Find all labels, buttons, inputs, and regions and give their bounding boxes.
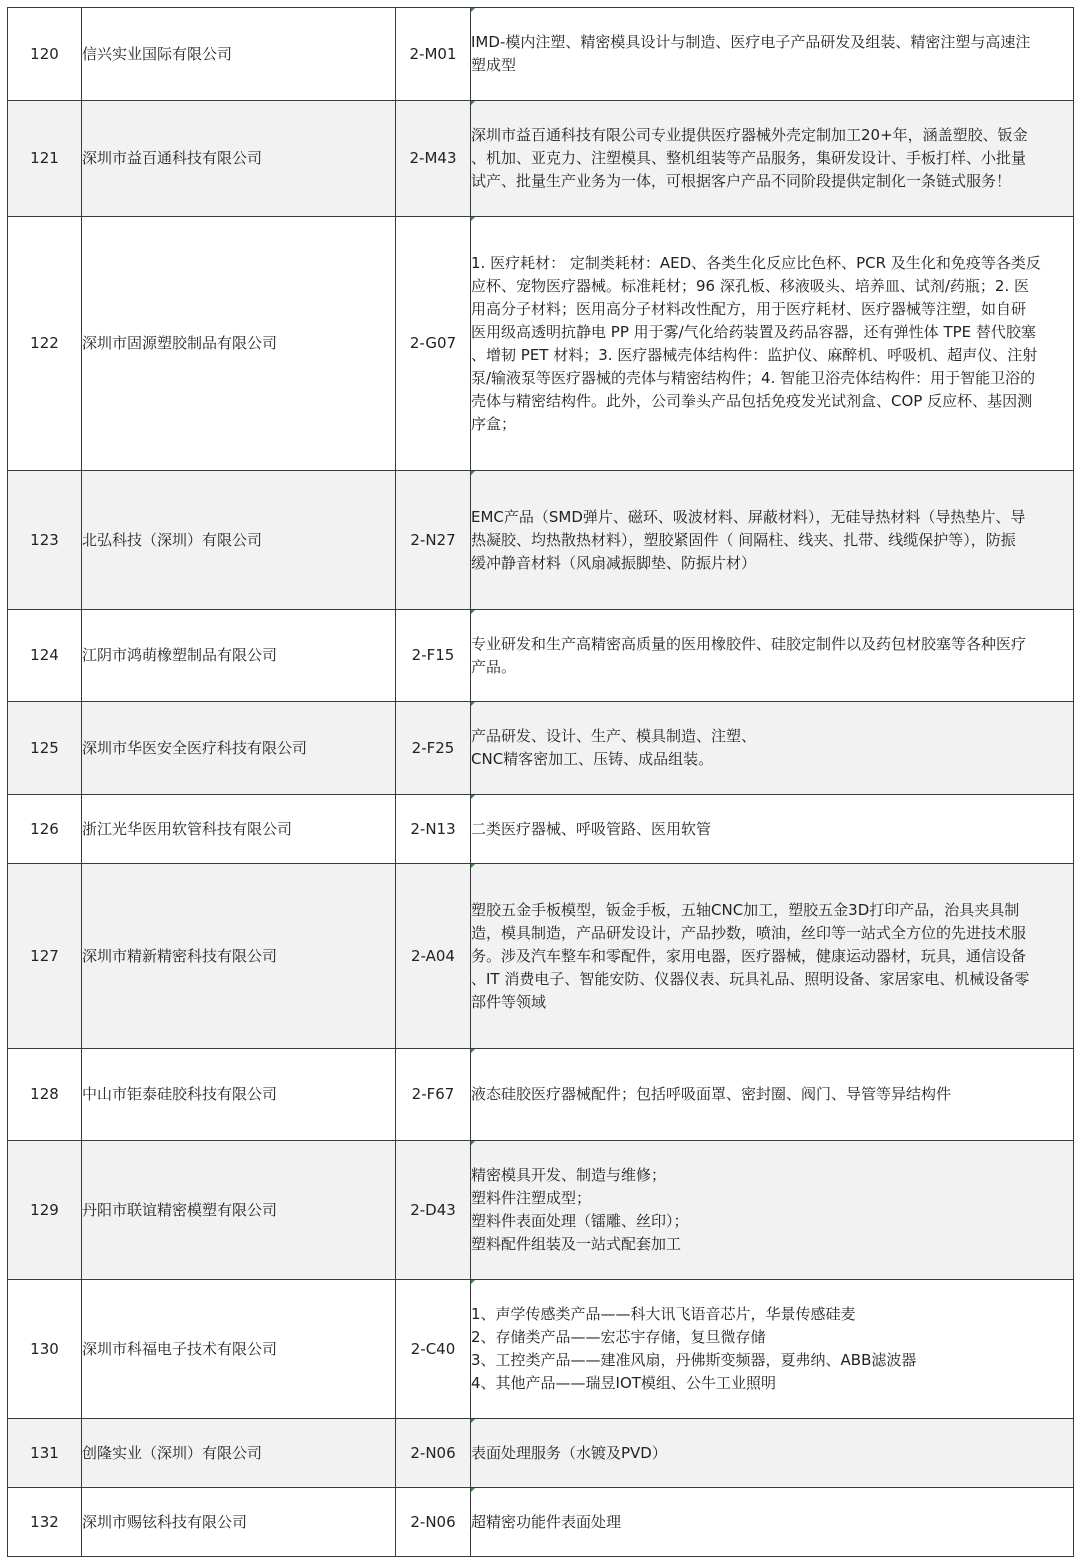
description-line: 1. 医疗耗材： 定制类耗材：AED、各类生化反应比色杯、PCR 及生化和免疫等各类反 [471, 253, 1041, 272]
company-name: 深圳市固源塑胶制品有限公司 [82, 217, 396, 471]
table-row [8, 1419, 1074, 1488]
description-line: 3、工控类产品——建准风扇，丹佛斯变频器，夏弗纳、ABB滤波器 [471, 1351, 917, 1369]
table-row [8, 1488, 1074, 1557]
row-number: 128 [8, 1049, 82, 1141]
table-row [8, 1141, 1074, 1280]
row-number: 127 [8, 864, 82, 1049]
description-line: 造，模具制造，产品研发设计，产品抄数，喷油，丝印等一站式全方位的先进技术服 [471, 923, 1027, 942]
company-name: 深圳市精新精密科技有限公司 [82, 864, 396, 1049]
description-line: 塑成型 [471, 56, 517, 74]
booth-number: 2-M43 [396, 101, 471, 217]
description-line: 产品研发、设计、生产、模具制造、注塑、 [471, 727, 757, 745]
table-row [8, 217, 1074, 471]
row-number: 124 [8, 610, 82, 702]
business-description [471, 471, 1074, 610]
company-name: 深圳市益百通科技有限公司 [82, 101, 396, 217]
table-row [8, 795, 1074, 864]
description-line: 塑料配件组装及一站式配套加工 [471, 1235, 682, 1253]
business-description [471, 1141, 1074, 1280]
booth-number: 2-F15 [396, 610, 471, 702]
booth-number: 2-F25 [396, 702, 471, 795]
booth-number: 2-C40 [396, 1280, 471, 1419]
description-line: 序盒； [471, 414, 517, 433]
description-line: 专业研发和生产高精密高质量的医用橡胶件、硅胶定制件以及药包材胶塞等各种医疗 [471, 634, 1027, 653]
company-name: 深圳市赐铉科技有限公司 [82, 1488, 396, 1557]
row-number: 129 [8, 1141, 82, 1280]
description-line: 热凝胶、均热散热材料），塑胶紧固件（ 间隔柱、线夹、扎带、线缆保护等），防振 [471, 530, 1016, 549]
row-number: 132 [8, 1488, 82, 1557]
booth-number: 2-M01 [396, 8, 471, 101]
row-number: 123 [8, 471, 82, 610]
table-row [8, 1280, 1074, 1419]
booth-number: 2-N27 [396, 471, 471, 610]
booth-number: 2-N06 [396, 1419, 471, 1488]
company-name: 丹阳市联谊精密模塑有限公司 [82, 1141, 396, 1280]
description-line: 壳体与精密结构件。此外，公司拳头产品包括免疫发光试剂盒、COP 反应杯、基因测 [471, 391, 1033, 410]
description-line: EMC产品（SMD弹片、磁环、吸波材料、屏蔽材料），无硅导热材料（导热垫片、导 [471, 507, 1026, 526]
company-name: 浙江光华医用软管科技有限公司 [82, 795, 396, 864]
description-line: 4、其他产品——瑞昱IOT模组、公牛工业照明 [471, 1374, 776, 1392]
description-line: CNC精客密加工、压铸、成品组装。 [471, 750, 714, 768]
business-description [471, 1488, 1074, 1557]
company-name: 信兴实业国际有限公司 [82, 8, 396, 101]
description-line: 应杯、宠物医疗器械。标准耗材；96 深孔板、移液吸头、培养皿、试剂/药瓶；2. 医 [471, 276, 1029, 295]
row-number: 131 [8, 1419, 82, 1488]
booth-number: 2-G07 [396, 217, 471, 471]
row-number: 126 [8, 795, 82, 864]
description-line: 二类医疗器械、呼吸管路、医用软管 [471, 819, 712, 838]
exhibitor-table-body [8, 8, 1074, 1557]
company-name: 深圳市华医安全医疗科技有限公司 [82, 702, 396, 795]
description-line: 缓冲静音材料（风扇减振脚垫、防振片材） [471, 553, 757, 572]
description-line: 塑胶五金手板模型，钣金手板，五轴CNC加工，塑胶五金3D打印产品，治具夹具制 [471, 900, 1020, 919]
description-line: 、机加、亚克力、注塑模具、整机组装等产品服务，集研发设计、手板打样、小批量 [471, 149, 1027, 167]
row-number: 121 [8, 101, 82, 217]
description-line: 、增韧 PET 材料；3. 医疗器械壳体结构件：监护仪、麻醉机、呼吸机、超声仪、注射 [471, 345, 1038, 364]
company-name: 深圳市科福电子技术有限公司 [82, 1280, 396, 1419]
description-line: 、IT 消费电子、智能安防、仪器仪表、玩具礼品、照明设备、家居家电、机械设备零 [471, 969, 1030, 988]
description-line: 产品。 [471, 657, 517, 676]
description-line: 试产、批量生产业务为一体，可根据客户产品不同阶段提供定制化一条链式服务！ [471, 172, 1012, 190]
description-line: 超精密功能件表面处理 [471, 1512, 622, 1531]
table-row [8, 1049, 1074, 1141]
description-line: 泵/输液泵等医疗器械的壳体与精密结构件；4. 智能卫浴壳体结构件：用于智能卫浴的 [471, 368, 1036, 387]
description-line: 2、存储类产品——宏芯宇存储，复旦微存储 [471, 1328, 766, 1346]
table-row [8, 101, 1074, 217]
description-line: 精密模具开发、制造与维修； [471, 1166, 667, 1184]
company-name: 北弘科技（深圳）有限公司 [82, 471, 396, 610]
business-description [471, 217, 1074, 471]
table-row [8, 610, 1074, 702]
booth-number: 2-A04 [396, 864, 471, 1049]
table-row [8, 471, 1074, 610]
description-line: 用高分子材料；医用高分子材料改性配方，用于医疗耗材、医疗器械等注塑，如自研 [471, 299, 1027, 318]
exhibitor-table [7, 7, 1074, 1557]
booth-number: 2-F67 [396, 1049, 471, 1141]
business-description [471, 795, 1074, 864]
description-line: 深圳市益百通科技有限公司专业提供医疗器械外壳定制加工20+年，涵盖塑胶、钣金 [471, 126, 1028, 144]
description-line: 液态硅胶医疗器械配件；包括呼吸面罩、密封圈、阀门、导管等异结构件 [471, 1085, 952, 1103]
description-line: 表面处理服务（水镀及PVD） [471, 1443, 667, 1462]
business-description [471, 1419, 1074, 1488]
business-description [471, 101, 1074, 217]
description-line: 塑料件注塑成型； [471, 1189, 592, 1207]
exhibitor-list-sheet [7, 7, 1073, 1557]
booth-number: 2-N13 [396, 795, 471, 864]
table-row [8, 8, 1074, 101]
booth-number: 2-N06 [396, 1488, 471, 1557]
business-description [471, 1280, 1074, 1419]
business-description [471, 1049, 1074, 1141]
business-description [471, 702, 1074, 795]
table-row [8, 702, 1074, 795]
row-number: 125 [8, 702, 82, 795]
business-description [471, 610, 1074, 702]
description-line: 部件等领域 [471, 992, 547, 1011]
company-name: 创隆实业（深圳）有限公司 [82, 1419, 396, 1488]
company-name: 江阴市鸿萌橡塑制品有限公司 [82, 610, 396, 702]
description-line: 务。涉及汽车整车和零配件，家用电器，医疗器械，健康运动器材，玩具，通信设备 [471, 946, 1027, 965]
description-line: IMD-模内注塑、精密模具设计与制造、医疗电子产品研发及组装、精密注塑与高速注 [471, 33, 1031, 51]
table-row [8, 864, 1074, 1049]
business-description [471, 8, 1074, 101]
row-number: 122 [8, 217, 82, 471]
business-description [471, 864, 1074, 1049]
description-line: 医用级高透明抗静电 PP 用于雾/气化给药装置及药品容器，还有弹性体 TPE 替代胶塞 [471, 322, 1036, 341]
description-line: 塑料件表面处理（镭雕、丝印）； [471, 1212, 689, 1230]
description-line: 1、声学传感类产品——科大讯飞语音芯片，华景传感硅麦 [471, 1305, 856, 1323]
booth-number: 2-D43 [396, 1141, 471, 1280]
company-name: 中山市钜泰硅胶科技有限公司 [82, 1049, 396, 1141]
row-number: 120 [8, 8, 82, 101]
row-number: 130 [8, 1280, 82, 1419]
